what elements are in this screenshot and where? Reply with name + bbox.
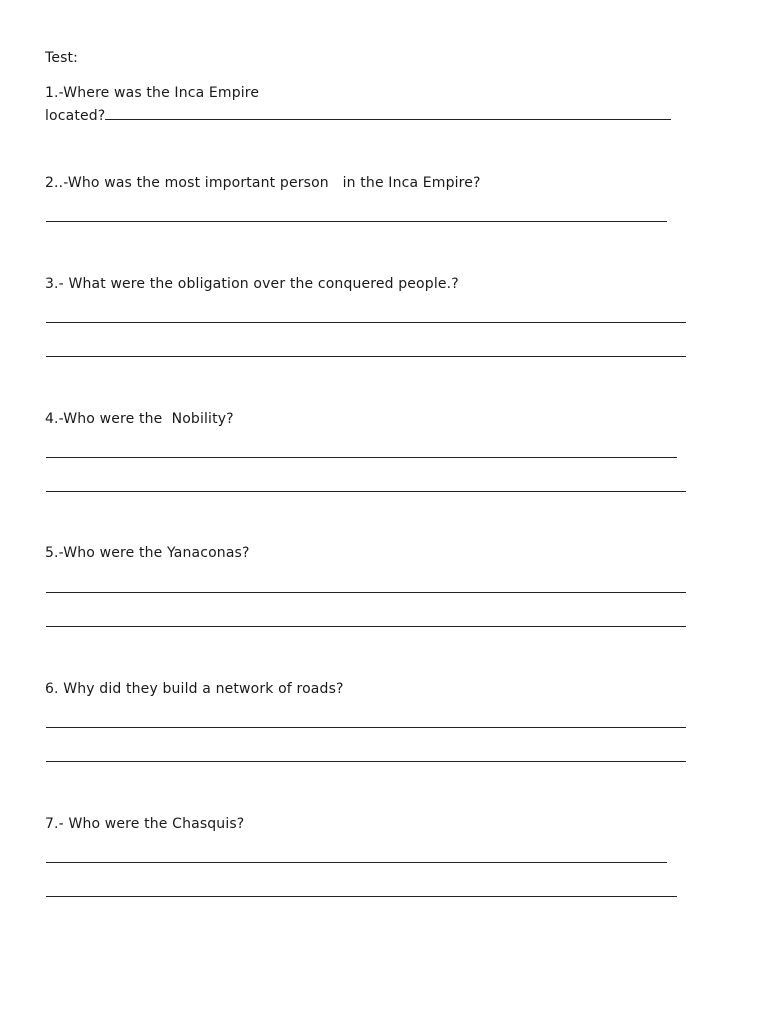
question-6-answer-line-2[interactable]: [46, 761, 686, 762]
question-1-located-label: located?: [45, 108, 106, 124]
question-6-text: 6. Why did they build a network of roads?: [45, 681, 344, 697]
question-3-answer-line-1[interactable]: [46, 322, 686, 323]
question-5-text: 5.-Who were the Yanaconas?: [45, 545, 250, 561]
question-5-answer-line-2[interactable]: [46, 626, 686, 627]
test-heading: Test:: [45, 50, 79, 66]
question-2-answer-line-1[interactable]: [46, 221, 667, 222]
question-7-text: 7.- Who were the Chasquis?: [45, 816, 245, 832]
question-2-text: 2..-Who was the most important person in the Inca Empire?: [45, 175, 481, 191]
question-3-answer-line-2[interactable]: [46, 356, 686, 357]
question-4-text: 4.-Who were the Nobility?: [45, 411, 234, 427]
question-1-answer-line[interactable]: [105, 106, 671, 120]
question-4-answer-line-2[interactable]: [46, 491, 686, 492]
question-6-answer-line-1[interactable]: [46, 727, 686, 728]
question-1-continuation: [45, 106, 671, 125]
question-7-answer-line-2[interactable]: [46, 896, 677, 897]
question-5-answer-line-1[interactable]: [46, 592, 686, 593]
question-1-text: 1.-Where was the Inca Empire: [45, 85, 260, 101]
question-3-text: 3.- What were the obligation over the conquered people.?: [45, 276, 459, 292]
question-4-answer-line-1[interactable]: [46, 457, 677, 458]
question-7-answer-line-1[interactable]: [46, 862, 667, 863]
